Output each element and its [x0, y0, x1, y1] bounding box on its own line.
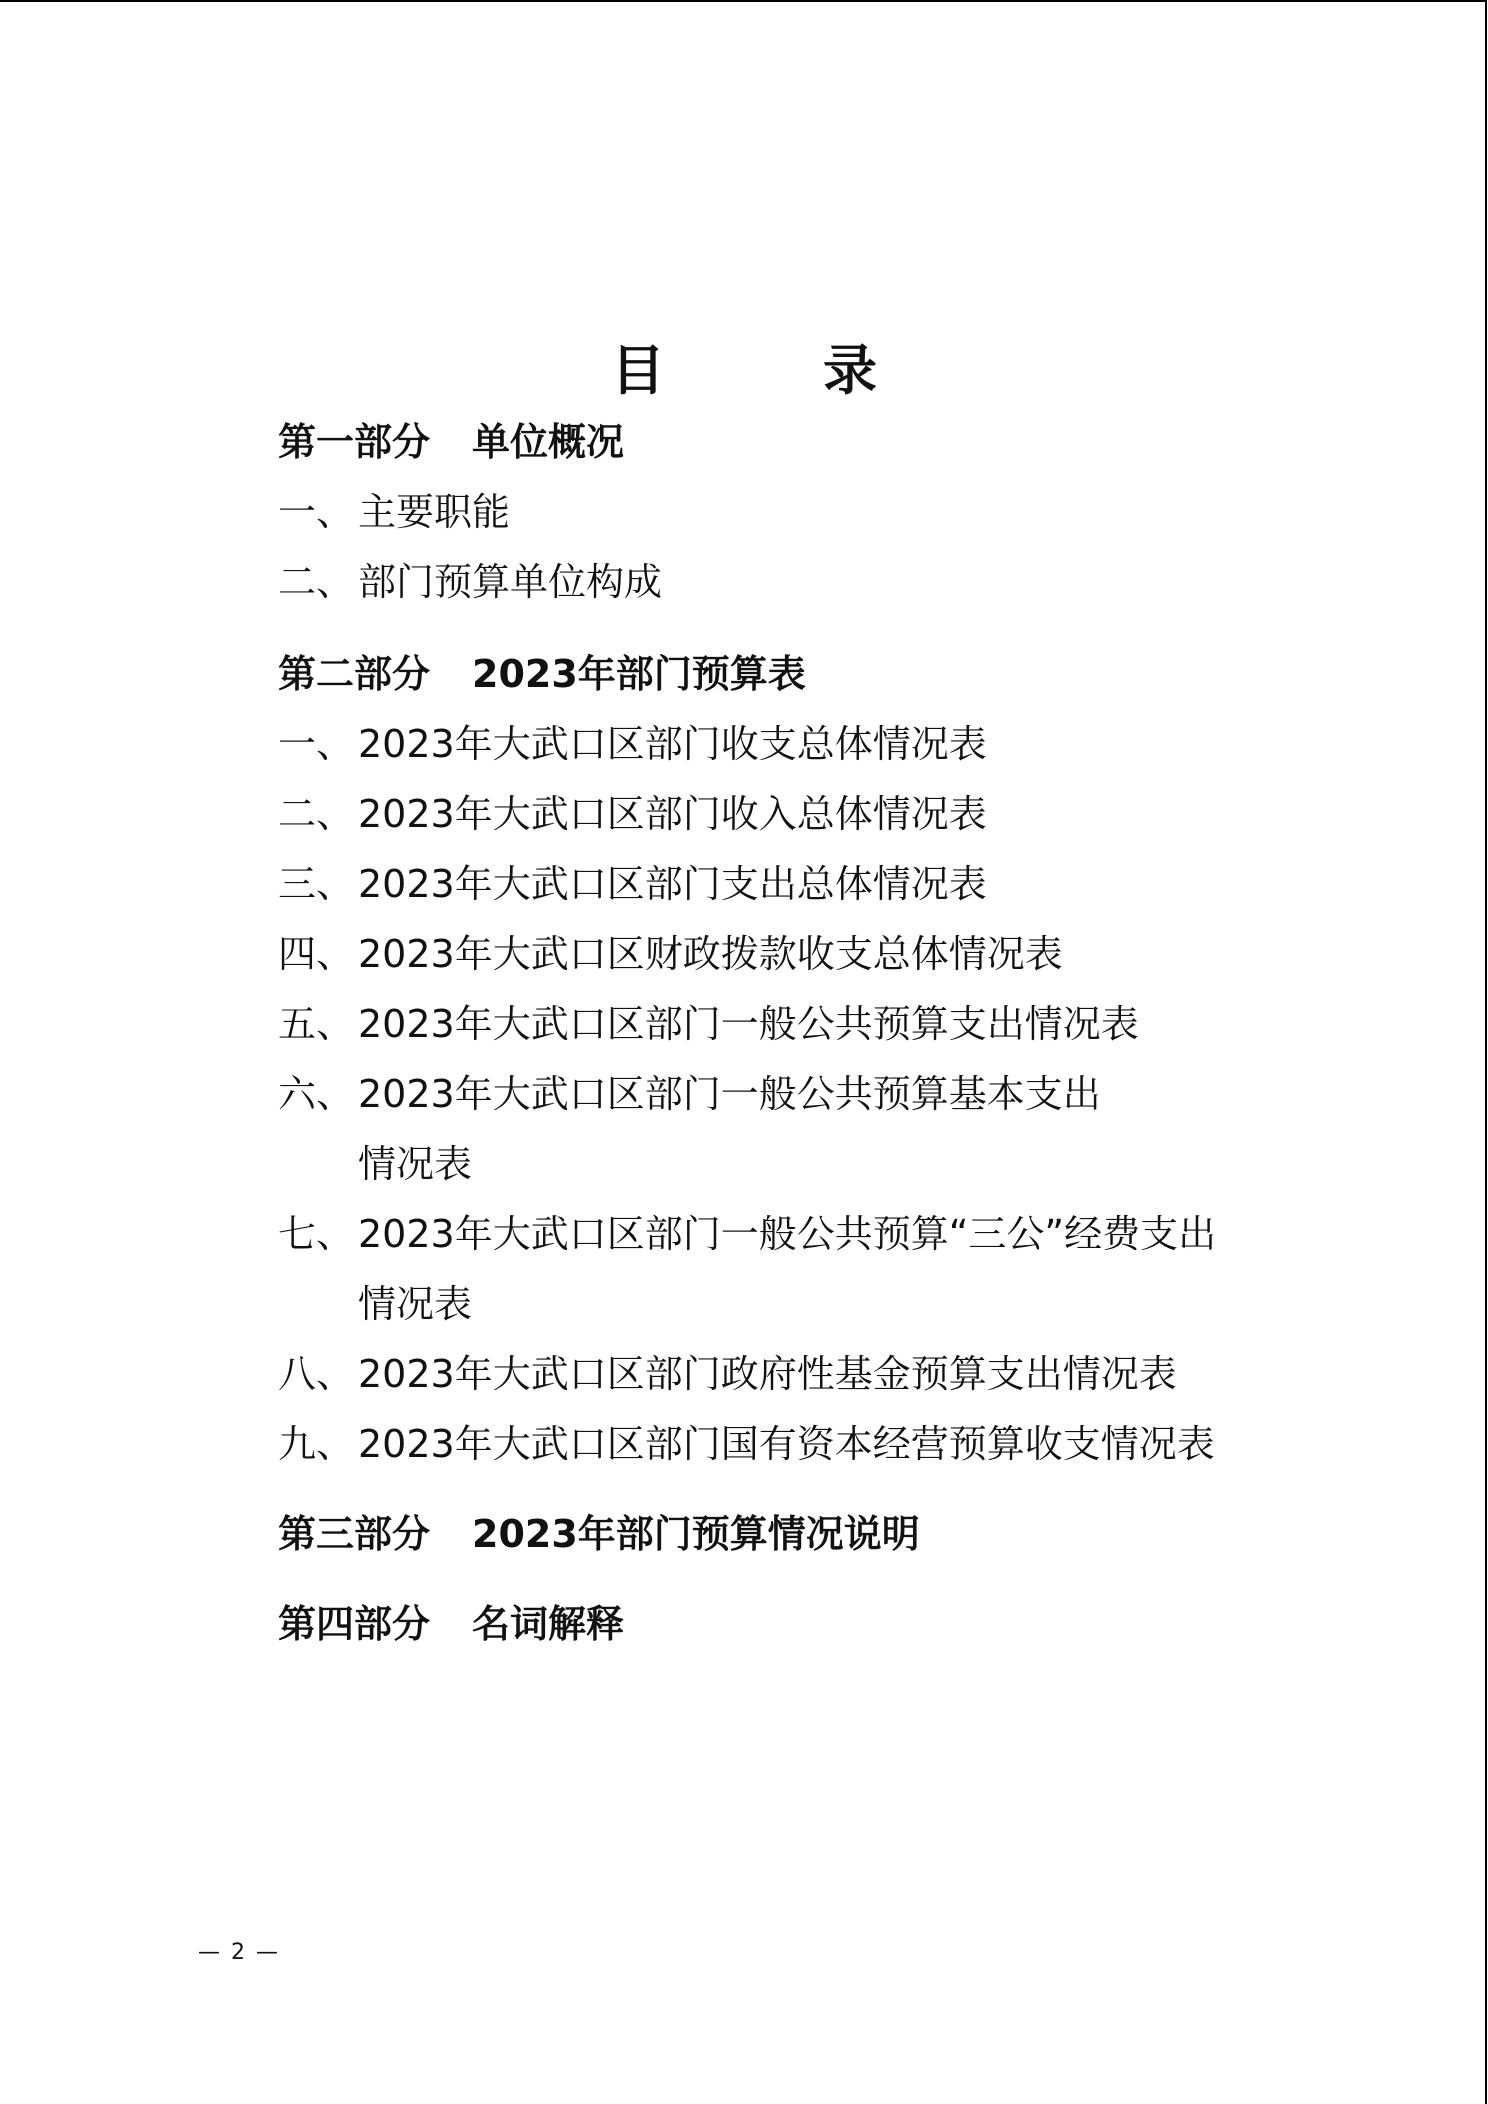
item-text: 部门预算单位构成 — [358, 560, 663, 604]
item-text-continuation: 情况表 — [358, 1142, 473, 1186]
toc-item-2-9[interactable] — [278, 1418, 1215, 1470]
page-number: — 2 — — [198, 1940, 280, 1965]
toc-item-1-1[interactable] — [278, 486, 510, 538]
toc-item-2-5[interactable] — [278, 998, 1139, 1050]
toc-item-2-3[interactable] — [278, 858, 987, 910]
part-label: 第三部分 — [278, 1512, 431, 1556]
item-number: 三、 — [278, 862, 355, 906]
item-text: 2023年大武口区部门国有资本经营预算收支情况表 — [358, 1422, 1215, 1466]
toc-part-2[interactable] — [278, 648, 806, 700]
part-label: 第一部分 — [278, 420, 431, 464]
item-text: 2023年大武口区部门收入总体情况表 — [358, 792, 987, 836]
toc-item-2-6-continuation[interactable] — [358, 1138, 472, 1190]
toc-item-2-4[interactable] — [278, 928, 1063, 980]
item-number: 二、 — [278, 792, 355, 836]
item-text: 2023年大武口区财政拨款收支总体情况表 — [358, 932, 1063, 976]
item-number: 二、 — [278, 560, 355, 604]
item-number: 四、 — [278, 932, 355, 976]
item-number: 九、 — [278, 1422, 355, 1466]
toc-item-2-6[interactable] — [278, 1068, 1101, 1120]
item-text: 2023年大武口区部门一般公共预算支出情况表 — [358, 1002, 1139, 1046]
toc-item-2-7[interactable] — [278, 1208, 1216, 1260]
item-number: 七、 — [278, 1212, 355, 1256]
item-number: 一、 — [278, 722, 355, 766]
toc-part-1[interactable] — [278, 416, 624, 468]
part-name: 名词解释 — [472, 1602, 625, 1646]
item-text: 2023年大武口区部门一般公共预算“三公”经费支出 — [358, 1212, 1217, 1256]
toc-item-2-7-continuation[interactable] — [358, 1278, 472, 1330]
item-text: 2023年大武口区部门支出总体情况表 — [358, 862, 987, 906]
item-number: 六、 — [278, 1072, 355, 1116]
toc-item-2-1[interactable] — [278, 718, 987, 770]
toc-part-3[interactable] — [278, 1508, 920, 1560]
item-number: 八、 — [278, 1352, 355, 1396]
toc-item-2-8[interactable] — [278, 1348, 1177, 1400]
item-text: 主要职能 — [358, 490, 511, 534]
item-text: 2023年大武口区部门一般公共预算基本支出 — [358, 1072, 1101, 1116]
toc-part-4[interactable] — [278, 1598, 624, 1650]
item-number: 一、 — [278, 490, 355, 534]
part-name: 2023年部门预算表 — [472, 652, 806, 696]
part-name: 单位概况 — [472, 420, 625, 464]
part-name: 2023年部门预算情况说明 — [472, 1512, 920, 1556]
item-text: 2023年大武口区部门收支总体情况表 — [358, 722, 987, 766]
item-number: 五、 — [278, 1002, 355, 1046]
toc-title: 目 录 — [611, 339, 929, 402]
toc-item-1-2[interactable] — [278, 556, 662, 608]
part-label: 第四部分 — [278, 1602, 431, 1646]
toc-item-2-2[interactable] — [278, 788, 987, 840]
item-text-continuation: 情况表 — [358, 1282, 473, 1326]
item-text: 2023年大武口区部门政府性基金预算支出情况表 — [358, 1352, 1177, 1396]
part-label: 第二部分 — [278, 652, 431, 696]
